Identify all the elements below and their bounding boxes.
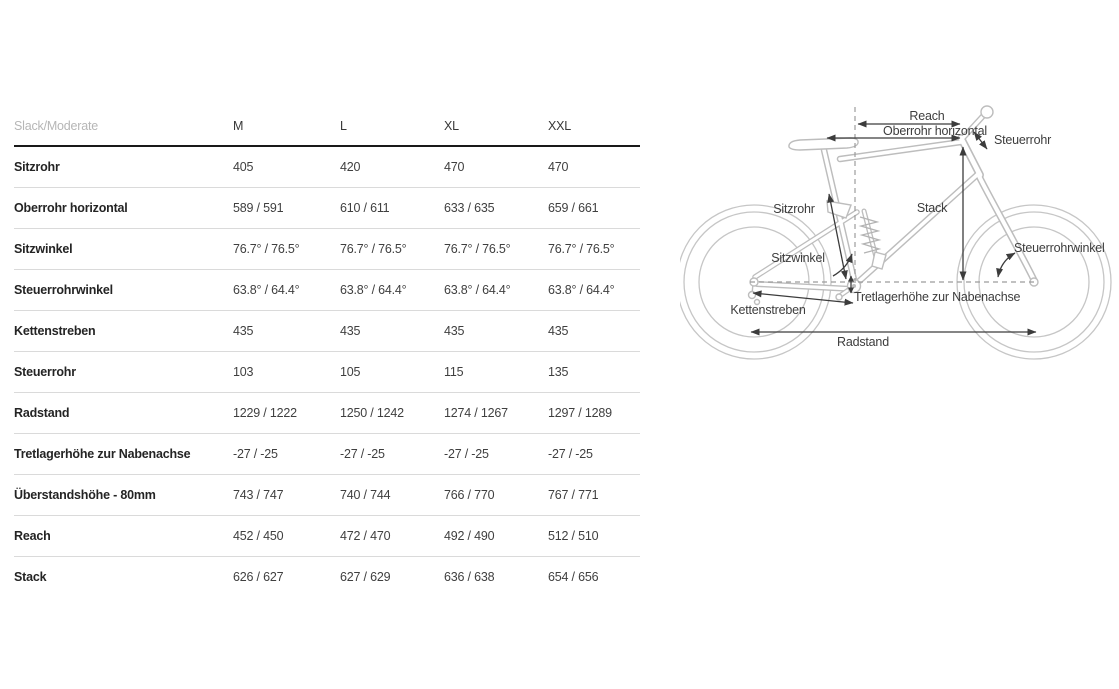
cell-value: 1297 / 1289 bbox=[548, 406, 612, 420]
cell-value: 63.8° / 64.4° bbox=[444, 283, 511, 297]
cell-value: -27 / -25 bbox=[444, 447, 489, 461]
cell-value: 76.7° / 76.5° bbox=[444, 242, 511, 256]
column-header-xxl: XXL bbox=[548, 118, 572, 133]
cell-value: 654 / 656 bbox=[548, 570, 599, 584]
row-label: Oberrohr horizontal bbox=[14, 201, 128, 215]
cell-value: 512 / 510 bbox=[548, 529, 599, 543]
saddle bbox=[789, 138, 858, 150]
diagram-label-tretlagerhoehe: Tretlagerhöhe zur Nabenachse bbox=[854, 290, 1021, 304]
row-label: Sitzrohr bbox=[14, 160, 60, 174]
bottom-bracket-axle bbox=[852, 284, 856, 288]
cell-value: 589 / 591 bbox=[233, 201, 284, 215]
variant-label: Slack/Moderate bbox=[14, 118, 99, 133]
cell-value: 452 / 450 bbox=[233, 529, 284, 543]
cell-value: 76.7° / 76.5° bbox=[340, 242, 407, 256]
cell-value: 420 bbox=[340, 160, 361, 174]
cell-value: 103 bbox=[233, 365, 254, 379]
cell-value: 435 bbox=[233, 324, 254, 338]
row-label: Reach bbox=[14, 529, 51, 543]
cell-value: 610 / 611 bbox=[340, 201, 390, 215]
pedal bbox=[836, 294, 842, 300]
table-row bbox=[14, 311, 640, 352]
diagram-label-radstand: Radstand bbox=[837, 335, 889, 349]
row-label: Steuerrohr bbox=[14, 365, 76, 379]
cell-value: 135 bbox=[548, 365, 569, 379]
cell-value: 470 bbox=[444, 160, 465, 174]
steuerrohrwinkel-arc bbox=[998, 253, 1015, 277]
cell-value: 76.7° / 76.5° bbox=[548, 242, 615, 256]
table-row bbox=[14, 516, 640, 557]
cell-value: 740 / 744 bbox=[340, 488, 391, 502]
table-row bbox=[14, 434, 640, 475]
row-label: Steuerrohrwinkel bbox=[14, 283, 113, 297]
table-row bbox=[14, 475, 640, 516]
table-row bbox=[14, 188, 640, 229]
shock-reservoir bbox=[872, 252, 886, 269]
cell-value: -27 / -25 bbox=[548, 447, 593, 461]
cell-value: 1229 / 1222 bbox=[233, 406, 297, 420]
handlebar-grip bbox=[981, 106, 993, 118]
diagram-label-steuerrohrwinkel: Steuerrohrwinkel bbox=[1014, 241, 1105, 255]
geometry-table bbox=[14, 106, 640, 597]
column-header-m: M bbox=[233, 118, 244, 133]
bike-geometry-diagram bbox=[680, 55, 1119, 385]
cell-value: 636 / 638 bbox=[444, 570, 495, 584]
cell-value: 767 / 771 bbox=[548, 488, 599, 502]
diagram-label-steuerrohr: Steuerrohr bbox=[994, 133, 1052, 147]
column-header-xl: XL bbox=[444, 118, 459, 133]
table-row bbox=[14, 557, 640, 597]
row-label: Stack bbox=[14, 570, 47, 584]
cell-value: 470 bbox=[548, 160, 569, 174]
cell-value: 492 / 490 bbox=[444, 529, 495, 543]
cell-value: 472 / 470 bbox=[340, 529, 391, 543]
cell-value: 63.8° / 64.4° bbox=[340, 283, 407, 297]
table-row bbox=[14, 229, 640, 270]
row-label: Tretlagerhöhe zur Nabenachse bbox=[14, 447, 191, 461]
table-row bbox=[14, 270, 640, 311]
cell-value: 743 / 747 bbox=[233, 488, 284, 502]
table-row bbox=[14, 393, 640, 434]
table-row bbox=[14, 147, 640, 188]
diagram-label-kettenstreben: Kettenstreben bbox=[730, 303, 806, 317]
cell-value: 63.8° / 64.4° bbox=[548, 283, 615, 297]
cell-value: 659 / 661 bbox=[548, 201, 599, 215]
diagram-label-oberrohr: Oberrohr horizontal bbox=[883, 124, 987, 138]
cell-value: 435 bbox=[444, 324, 465, 338]
cell-value: 435 bbox=[548, 324, 569, 338]
row-label: Sitzwinkel bbox=[14, 242, 73, 256]
diagram-label-sitzwinkel: Sitzwinkel bbox=[771, 251, 825, 265]
cell-value: 1250 / 1242 bbox=[340, 406, 404, 420]
row-label: Radstand bbox=[14, 406, 70, 420]
diagram-label-reach: Reach bbox=[909, 109, 945, 123]
cell-value: 766 / 770 bbox=[444, 488, 495, 502]
table-header-row bbox=[14, 106, 640, 147]
cell-value: 115 bbox=[444, 365, 464, 379]
diagram-label-sitzrohr: Sitzrohr bbox=[773, 202, 815, 216]
cell-value: 633 / 635 bbox=[444, 201, 495, 215]
cell-value: 76.7° / 76.5° bbox=[233, 242, 300, 256]
cell-value: -27 / -25 bbox=[233, 447, 278, 461]
row-label: Überstandshöhe - 80mm bbox=[14, 488, 156, 502]
table-row bbox=[14, 352, 640, 393]
diagram-label-stack: Stack bbox=[916, 201, 948, 215]
cell-value: 627 / 629 bbox=[340, 570, 391, 584]
row-label: Kettenstreben bbox=[14, 324, 96, 338]
cell-value: 63.8° / 64.4° bbox=[233, 283, 300, 297]
cell-value: -27 / -25 bbox=[340, 447, 385, 461]
cell-value: 405 bbox=[233, 160, 254, 174]
cell-value: 105 bbox=[340, 365, 361, 379]
column-header-l: L bbox=[340, 118, 347, 133]
cell-value: 626 / 627 bbox=[233, 570, 284, 584]
cell-value: 435 bbox=[340, 324, 361, 338]
cell-value: 1274 / 1267 bbox=[444, 406, 508, 420]
